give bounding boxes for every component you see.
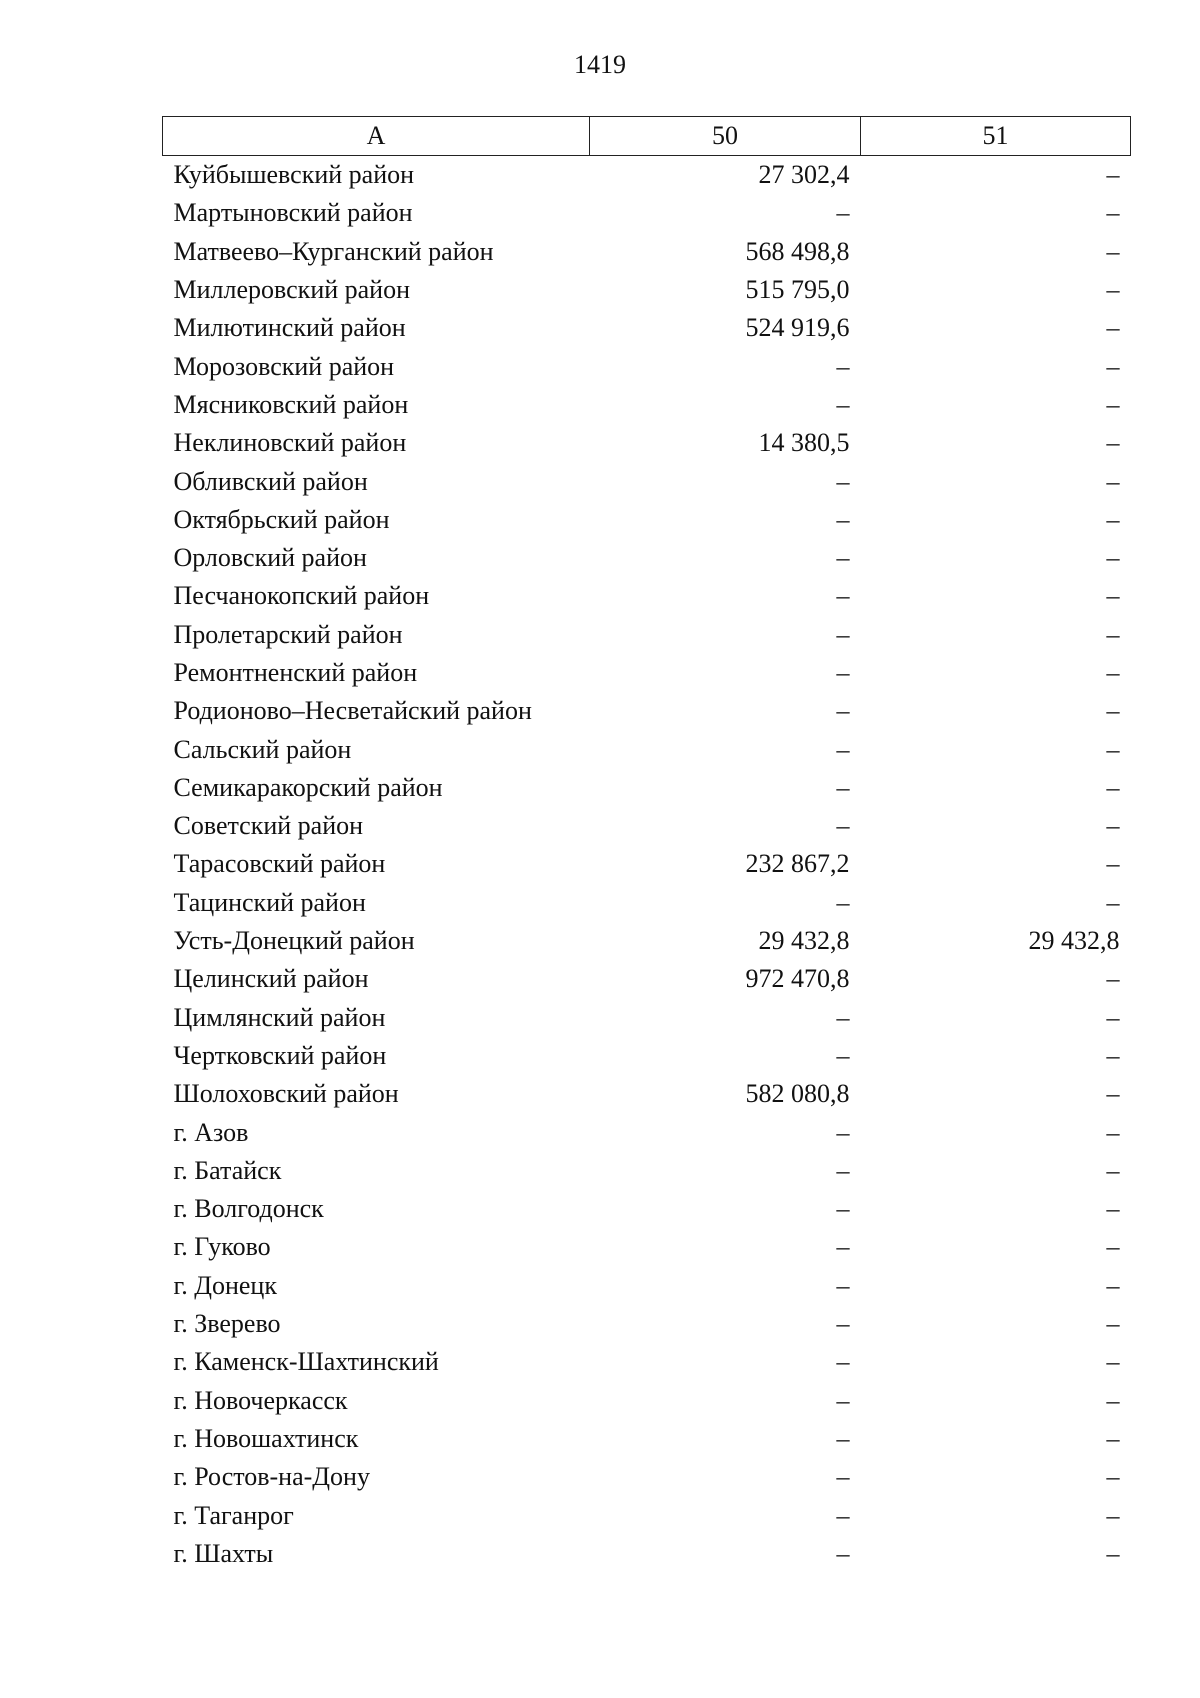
row-name: г. Гуково bbox=[173, 1232, 271, 1262]
row-name: г. Зверево bbox=[173, 1309, 281, 1339]
row-value-51: – bbox=[1106, 160, 1120, 190]
row-value-50: – bbox=[836, 1309, 850, 1339]
row-name: Куйбышевский район bbox=[173, 160, 415, 190]
row-value-51: – bbox=[1106, 1385, 1120, 1415]
table-row bbox=[163, 501, 1131, 539]
row-value-50: – bbox=[836, 1538, 850, 1568]
row-value-50: – bbox=[836, 1040, 850, 1070]
row-value-51: – bbox=[1106, 504, 1120, 534]
row-value-51: – bbox=[1106, 964, 1120, 994]
row-name: Шолоховский район bbox=[173, 1079, 399, 1109]
row-value-50: 232 867,2 bbox=[745, 849, 850, 879]
row-value-50: – bbox=[836, 1002, 850, 1032]
row-name: Тарасовский район bbox=[173, 849, 386, 879]
row-name: Орловский район bbox=[173, 543, 367, 573]
row-value-51: – bbox=[1106, 1117, 1120, 1147]
table-row bbox=[163, 1382, 1131, 1420]
row-value-50: – bbox=[836, 1117, 850, 1147]
table-row bbox=[163, 769, 1131, 807]
row-name: Чертковский район bbox=[173, 1040, 387, 1070]
row-name: Целинский район bbox=[173, 964, 369, 994]
row-value-50: – bbox=[836, 1462, 850, 1492]
row-value-50: – bbox=[836, 351, 850, 381]
table-row bbox=[163, 960, 1131, 998]
table-header bbox=[163, 117, 1131, 156]
table-row bbox=[163, 1305, 1131, 1343]
row-value-50: – bbox=[836, 658, 850, 687]
row-value-51: – bbox=[1106, 428, 1120, 458]
row-value-51: – bbox=[1106, 772, 1120, 802]
row-value-50: 524 919,6 bbox=[745, 313, 850, 343]
row-name: Милютинский район bbox=[173, 313, 406, 343]
row-value-51: – bbox=[1106, 1232, 1120, 1262]
row-value-51: – bbox=[1106, 275, 1120, 305]
row-value-51: – bbox=[1106, 811, 1120, 841]
row-name: Морозовский район bbox=[173, 351, 395, 381]
row-value-51: – bbox=[1106, 1040, 1120, 1070]
row-value-51: – bbox=[1106, 1309, 1120, 1339]
row-name: г. Новошахтинск bbox=[173, 1423, 359, 1453]
row-value-50: 14 380,5 bbox=[758, 428, 850, 458]
table-row bbox=[163, 730, 1131, 768]
row-name: г. Ростов-на-Дону bbox=[173, 1462, 370, 1492]
row-value-51: – bbox=[1106, 849, 1120, 879]
table-row bbox=[163, 1267, 1131, 1305]
table-row bbox=[163, 1075, 1131, 1113]
row-value-51: – bbox=[1106, 1500, 1120, 1530]
row-name: Миллеровский район bbox=[173, 275, 411, 305]
row-name: г. Таганрог bbox=[173, 1500, 294, 1530]
row-name: г. Новочеркасск bbox=[173, 1385, 348, 1415]
row-value-51: – bbox=[1106, 389, 1120, 419]
table-row bbox=[163, 233, 1131, 271]
row-value-50: – bbox=[836, 696, 850, 726]
row-value-51: – bbox=[1106, 581, 1120, 611]
row-value-51: – bbox=[1106, 1462, 1120, 1492]
row-name: Советский район bbox=[173, 811, 364, 841]
row-value-51: – bbox=[1106, 734, 1120, 764]
row-value-51: – bbox=[1106, 466, 1120, 496]
table-row bbox=[163, 1535, 1131, 1573]
table-row bbox=[163, 616, 1131, 654]
row-name: Родионово–Несветайский район bbox=[173, 696, 532, 726]
row-value-51: 29 432,8 bbox=[1028, 926, 1120, 956]
row-value-50: – bbox=[836, 581, 850, 611]
row-name: г. Азов bbox=[173, 1117, 249, 1147]
table-row bbox=[163, 386, 1131, 424]
row-value-51: – bbox=[1106, 658, 1120, 687]
row-name: г. Батайск bbox=[173, 1155, 282, 1185]
table-row bbox=[163, 807, 1131, 845]
table-row bbox=[163, 1037, 1131, 1075]
table-row bbox=[163, 1343, 1131, 1381]
row-value-51: – bbox=[1106, 543, 1120, 573]
row-value-51: – bbox=[1106, 696, 1120, 726]
table-row bbox=[163, 1420, 1131, 1458]
row-value-50: – bbox=[836, 1232, 850, 1262]
row-value-51: – bbox=[1106, 198, 1120, 228]
row-name: Матвеево–Курганский район bbox=[173, 236, 494, 266]
row-name: Октябрьский район bbox=[173, 504, 390, 534]
table-row bbox=[163, 347, 1131, 385]
data-table bbox=[162, 116, 1131, 1573]
row-value-50: – bbox=[836, 1500, 850, 1530]
row-value-51: – bbox=[1106, 887, 1120, 917]
table-row bbox=[163, 309, 1131, 347]
row-value-51: – bbox=[1106, 1079, 1120, 1109]
row-value-50: – bbox=[836, 1385, 850, 1415]
row-value-51: – bbox=[1106, 1270, 1120, 1300]
column-header-name: А bbox=[163, 117, 590, 156]
row-value-50: – bbox=[836, 198, 850, 228]
row-value-50: – bbox=[836, 772, 850, 802]
table-row bbox=[163, 194, 1131, 232]
table-row bbox=[163, 156, 1131, 195]
row-name: Неклиновский район bbox=[173, 428, 407, 458]
row-value-51: – bbox=[1106, 1155, 1120, 1185]
row-value-51: – bbox=[1106, 351, 1120, 381]
row-name: г. Донецк bbox=[173, 1270, 277, 1300]
table-row bbox=[163, 424, 1131, 462]
row-value-50: – bbox=[836, 619, 850, 649]
row-name: Тацинский район bbox=[173, 887, 366, 917]
row-value-50: – bbox=[836, 504, 850, 534]
row-value-50: 568 498,8 bbox=[745, 236, 850, 266]
row-value-50: – bbox=[836, 1347, 850, 1377]
row-value-51: – bbox=[1106, 313, 1120, 343]
table-row bbox=[163, 1190, 1131, 1228]
table-row bbox=[163, 577, 1131, 615]
row-value-50: – bbox=[836, 1270, 850, 1300]
row-name: Песчанокопский район bbox=[173, 581, 430, 611]
table-row bbox=[163, 1458, 1131, 1496]
column-header-50: 50 bbox=[590, 117, 861, 156]
table-row bbox=[163, 654, 1131, 692]
row-value-50: – bbox=[836, 887, 850, 917]
table-row bbox=[163, 462, 1131, 500]
row-value-50: – bbox=[836, 1194, 850, 1224]
row-value-50: – bbox=[836, 1423, 850, 1453]
row-name: Обливский район bbox=[173, 466, 368, 496]
row-value-50: – bbox=[836, 734, 850, 764]
table-row bbox=[163, 539, 1131, 577]
row-name: г. Каменск-Шахтинский bbox=[173, 1347, 439, 1377]
row-value-51: – bbox=[1106, 1538, 1120, 1568]
header-row bbox=[163, 117, 1131, 156]
table-row bbox=[163, 692, 1131, 730]
column-header-51: 51 bbox=[861, 117, 1131, 156]
row-name: Ремонтненский район bbox=[173, 658, 418, 687]
table-row bbox=[163, 1152, 1131, 1190]
table-row bbox=[163, 922, 1131, 960]
table-row bbox=[163, 1496, 1131, 1534]
row-name: Пролетарский район bbox=[173, 619, 403, 649]
row-value-51: – bbox=[1106, 619, 1120, 649]
table-row bbox=[163, 884, 1131, 922]
table-row bbox=[163, 1113, 1131, 1151]
row-name: Сальский район bbox=[173, 734, 352, 764]
row-value-50: 29 432,8 bbox=[758, 926, 850, 956]
row-value-51: – bbox=[1106, 1423, 1120, 1453]
table-row bbox=[163, 845, 1131, 883]
table-row bbox=[163, 999, 1131, 1037]
row-value-50: – bbox=[836, 1155, 850, 1185]
row-name: Семикаракорский район bbox=[173, 772, 443, 802]
row-value-51: – bbox=[1106, 1194, 1120, 1224]
row-value-50: 27 302,4 bbox=[758, 160, 850, 190]
row-value-50: 515 795,0 bbox=[745, 275, 850, 305]
row-name: Цимлянский район bbox=[173, 1002, 386, 1032]
row-name: Мартыновский район bbox=[173, 198, 413, 228]
row-name: Мясниковский район bbox=[173, 389, 409, 419]
row-name: г. Шахты bbox=[173, 1538, 274, 1568]
page-number: 1419 bbox=[574, 50, 626, 79]
row-value-50: – bbox=[836, 811, 850, 841]
row-value-51: – bbox=[1106, 1347, 1120, 1377]
row-value-50: – bbox=[836, 543, 850, 573]
row-value-51: – bbox=[1106, 1002, 1120, 1032]
table-row bbox=[163, 1228, 1131, 1266]
table-body bbox=[163, 156, 1131, 1573]
row-name: Усть-Донецкий район bbox=[173, 926, 415, 956]
row-value-51: – bbox=[1106, 236, 1120, 266]
table-row bbox=[163, 271, 1131, 309]
row-name: г. Волгодонск bbox=[173, 1194, 324, 1224]
row-value-50: 972 470,8 bbox=[745, 964, 850, 994]
row-value-50: – bbox=[836, 389, 850, 419]
row-value-50: 582 080,8 bbox=[745, 1079, 850, 1109]
row-value-50: – bbox=[836, 466, 850, 496]
